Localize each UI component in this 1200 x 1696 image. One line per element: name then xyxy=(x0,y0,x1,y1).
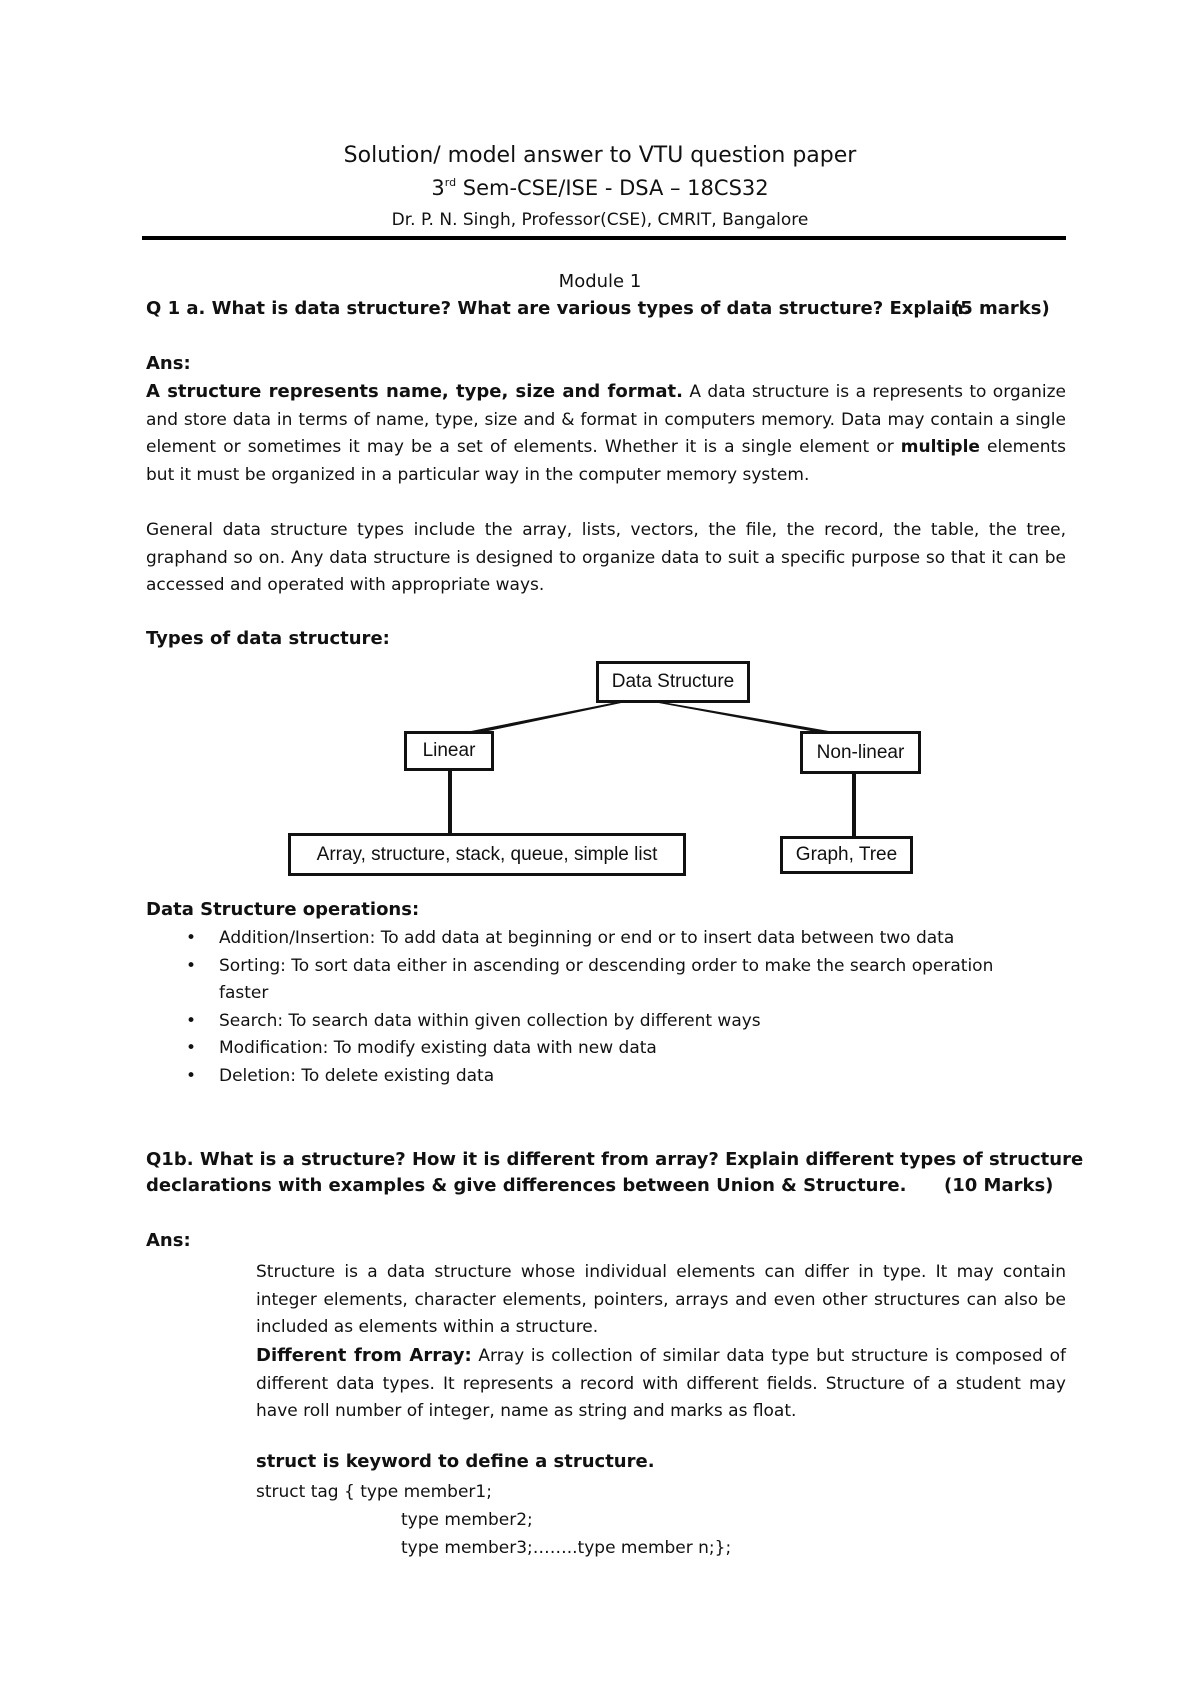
course-code: Sem-CSE/ISE - DSA – 18CS32 xyxy=(456,176,769,200)
operation-desc: : To delete existing data xyxy=(290,1065,495,1086)
operation-desc: : To search data within given collection by different ways xyxy=(277,1010,761,1031)
diagram-nonlinear-box: Non-linear xyxy=(800,731,921,774)
struct-keyword-heading: struct is keyword to define a structure. xyxy=(256,1451,655,1472)
operation-term: Deletion xyxy=(219,1065,291,1086)
semester-suffix: rd xyxy=(444,176,457,189)
operation-desc: : To modify existing data with new data xyxy=(322,1038,657,1058)
operation-term: Addition/Insertion xyxy=(219,928,370,948)
q1a-para1-text-a: A data structure is a represents to organize and store data in terms of name, type, size and & format in computers memory. Data may contain a single element or sometimes it may be a set of elements. Whether it is a single element or xyxy=(146,382,1066,457)
types-heading: Types of data structure: xyxy=(146,628,390,649)
q1b-paragraph-2 xyxy=(256,1342,1066,1426)
code-line-1: struct tag { type member1; xyxy=(256,1482,492,1502)
operation-item xyxy=(146,925,1016,953)
q1b-question-line-1: Q1b. What is a structure? How it is different from array? Explain different types of structure xyxy=(146,1149,1084,1170)
q1b-marks: (10 Marks) xyxy=(944,1175,1054,1196)
q1a-para1-text-b: elements but it must be organized in a particular way in the computer memory system. xyxy=(146,437,1066,485)
operations-list xyxy=(146,925,1016,1090)
operation-term: Search xyxy=(219,1010,278,1031)
operation-item xyxy=(146,1008,1016,1036)
connector-right-child xyxy=(852,770,856,840)
operation-term: Modification xyxy=(219,1038,323,1058)
q1a-para1-bold: A structure represents name, type, size and format. xyxy=(146,381,683,402)
diagram-linear-box: Linear xyxy=(404,731,494,771)
module-heading: Module 1 xyxy=(558,271,642,292)
code-line-3: type member3;……..type member n;}; xyxy=(401,1538,732,1558)
operation-desc: : To sort data either in ascending or descending order to make the search operation faster xyxy=(219,955,994,1003)
q1b-question-line-2: declarations with examples & give differences between Union & Structure. xyxy=(146,1175,907,1196)
author-line: Dr. P. N. Singh, Professor(CSE), CMRIT, Bangalore xyxy=(391,210,809,230)
connector-root-left xyxy=(466,699,640,734)
q1a-ans-label: Ans: xyxy=(146,353,191,374)
operations-heading: Data Structure operations: xyxy=(146,899,420,920)
diagram-nonlinear-child-box: Graph, Tree xyxy=(780,836,913,874)
operation-desc: : To add data at beginning or end or to insert data between two data xyxy=(369,928,955,948)
q1a-marks: (5 marks) xyxy=(952,298,1050,319)
q1b-diff-text: Array is collection of similar data type but structure is composed of different data types. It represents a record with different fields. Structure of a student may have roll number of integer, name as string and marks as float. xyxy=(256,1346,1066,1421)
q1a-para1-bold2: multiple xyxy=(900,437,980,457)
q1a-question: Q 1 a. What is data structure? What are various types of data structure? Explain. xyxy=(146,298,971,319)
operation-item xyxy=(146,953,1016,1008)
diagram-root-box: Data Structure xyxy=(596,661,750,703)
semester-number: 3 xyxy=(431,176,445,200)
q1b-ans-label: Ans: xyxy=(146,1230,191,1251)
q1a-paragraph-2: General data structure types include the array, lists, vectors, the file, the record, the table, the tree, graphand so on. Any data structure is designed to organize data to suit a specific purpose so that it can be accessed and operated with appropriate ways. xyxy=(146,520,1066,595)
q1b-paragraph-1: Structure is a data structure whose individual elements can differ in type. It may contain integer elements, character elements, pointers, arrays and even other structures can also be included as elements within a structure. xyxy=(256,1262,1066,1337)
operation-item xyxy=(146,1035,1016,1063)
code-line-2: type member2; xyxy=(401,1510,533,1530)
q1b-diff-bold: Different from Array: xyxy=(256,1345,472,1366)
diagram-linear-child-box: Array, structure, stack, queue, simple list xyxy=(288,833,686,876)
operation-term: Sorting xyxy=(219,955,281,976)
document-title: Solution/ model answer to VTU question paper xyxy=(343,143,857,168)
connector-left-child xyxy=(448,767,452,840)
operation-item xyxy=(146,1063,1016,1091)
